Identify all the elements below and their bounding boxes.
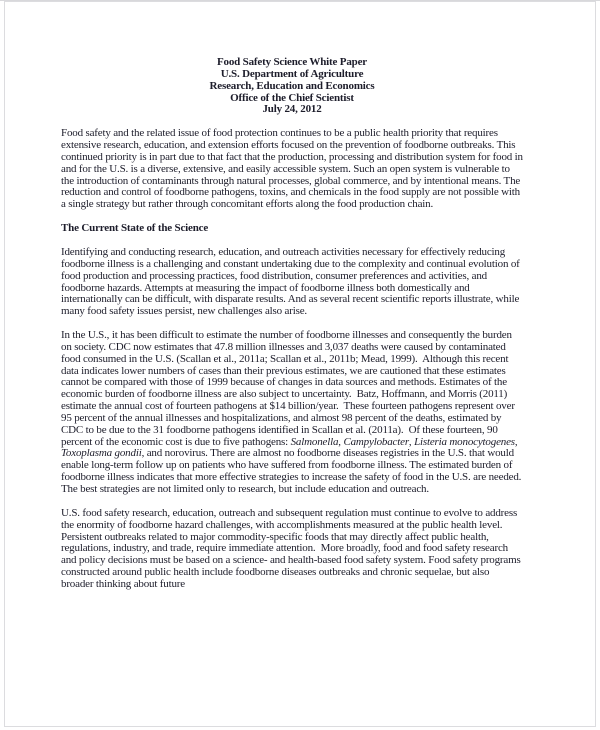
paragraph-intro: Food safety and the related issue of food protection continues to be a public health priority that requires extensive research, education, and extension efforts focused on the prevention of foodborne outbreaks. This continued priority is in part due to that fact that the production, processing and distribution system for food in and for the U.S. is a diverse, extensive, and easily accessible system. Such an open system is vulnerable to the introduction of contaminants through natural processes, global commerce, and by intentional means. The reduction and control of foodborne pathogens, toxins, and chemicals in the food supply are not possible with a single strategy but rather through concomitant efforts along the food production chain. [61, 127, 526, 211]
pathogen-toxoplasma: Toxoplasma gondii [61, 447, 142, 460]
paragraph-policy: U.S. food safety research, education, outreach and subsequent regulation must continue to evolve to address the enormity of foodborne hazard challenges, with accomplishments measured at the public health level. Persistent outbreaks related to major commodity-specific foods that may directly affect public health, regulations, industry, and trade, require immediate attention. More broadly, food and food safety research and policy decisions must be based on a science- and health-based food safety system. Food safety programs constructed around public health include foodborne diseases outbreaks and chronic sequelae, but also broader thinking about future [61, 506, 524, 590]
section-heading: The Current State of the Science [61, 222, 209, 235]
pathogen-salmonella: Salmonella [290, 435, 339, 448]
pathogen-campylobacter: Campylobacter [343, 435, 409, 448]
burden-text-1: In the U.S., it has been difficult to estimate the number of foodborne illnesses and consequently the burden on society. CDC now estimates that 47.8 million illnesses and 3,037 deaths were caused by contaminated food consumed in the U.S. (Scallan et al., 2011a; Scallan et al., 2011b; Mead, 1999). Although this recent data indicates lower numbers of cases than their previous estimates, we are cautioned that these estimates cannot be compared with those of 1999 because of changes in data sources and methods. Estimates of the economic burden of foodborne illness are also subject to uncertainty. Batz, Hoffmann, and Morris (2011) estimate the annual cost of fourteen pathogens at $14 billion/year. These fourteen pathogens represent over 95 percent of the annual illnesses and hospitalizations, and almost 98 percent of the deaths, estimated by CDC to be due to the 31 foodborne pathogens identified in Scallan et al. (2011a). Of these fourteen, 90 percent of the economic cost is due to five pathogens: [61, 329, 518, 448]
burden-text-2: , and norovirus. There are almost no foodborne diseases registries in the U.S. that would enable long-term follow up on patients who have suffered from foodborne illness. The estimated burden of foodborne illness indicates that more effective strategies to increase the safety of food in the U.S. are needed. The best strategies are not limited only to research, but include education and outreach. [61, 447, 524, 495]
doc-office: Office of the Chief Scientist [230, 91, 354, 104]
burden-separator-2: , [408, 435, 415, 448]
document-page [4, 1, 596, 727]
doc-date: July 24, 2012 [262, 103, 322, 116]
burden-separator-3: , [514, 435, 521, 448]
paragraph-burden [61, 330, 523, 496]
paragraph-science-state: Identifying and conducting research, education, and outreach activities necessary for effectively reducing foodborne illness is a challenging and constant undertaking due to the complexity and continual evolution of food production and processing practices, food distribution, consumer preferences and activities, and foodborne hazards. Attempts at measuring the impact of foodborne illness both domestically and internationally can be difficult, with disparate results. And as several recent scientific reports illustrate, while many food safety issues persist, new challenges also arise. [61, 245, 523, 318]
burden-separator-1: , [338, 435, 344, 448]
title-block [61, 57, 523, 116]
doc-division: Research, Education and Economics [209, 79, 375, 92]
doc-title: Food Safety Science White Paper [216, 56, 368, 68]
pathogen-listeria: Listeria monocytogenes [414, 435, 515, 448]
doc-department: U.S. Department of Agriculture [220, 67, 364, 80]
page-content [61, 56, 526, 603]
